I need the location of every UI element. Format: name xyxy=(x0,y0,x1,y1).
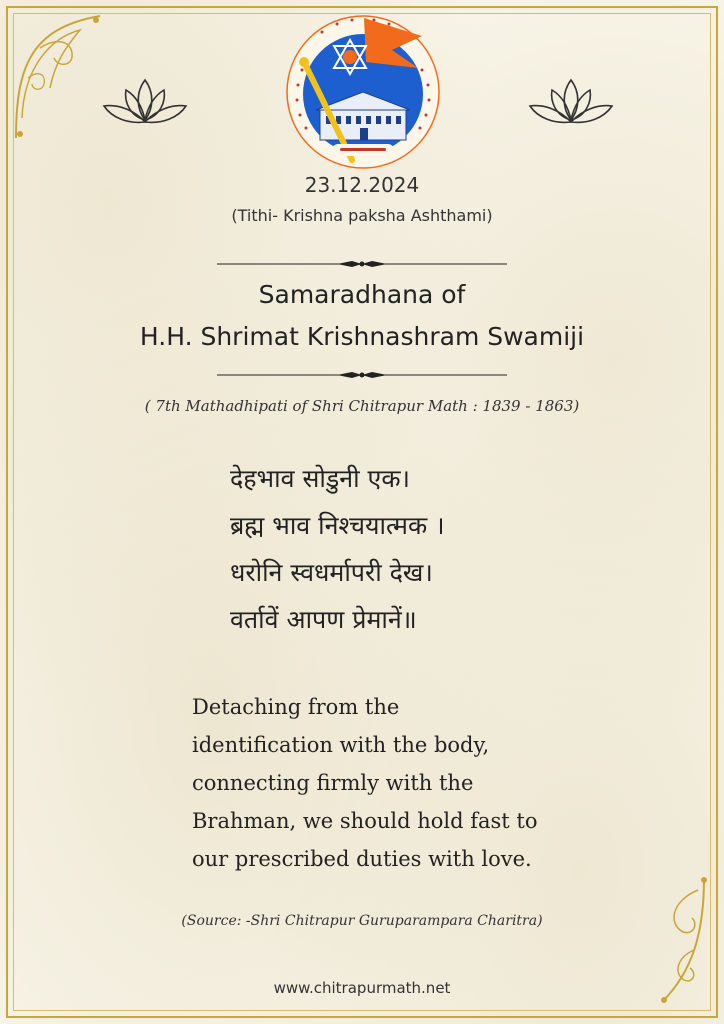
verse-line: ब्रह्म भाव निश्चयात्मक । xyxy=(230,511,445,540)
divider-ornament xyxy=(217,258,507,270)
verse-block xyxy=(230,455,445,643)
title-line-1: Samaradhana of xyxy=(258,280,466,309)
translation-line: Brahman, we should hold fast to xyxy=(192,809,538,833)
translation-line: identification with the body, xyxy=(192,733,490,757)
verse-line: देहभाव सोडुनी एक। xyxy=(230,464,410,493)
chitrapur-math-logo xyxy=(282,10,444,172)
title-line-2: H.H. Shrimat Krishnashram Swamiji xyxy=(139,322,585,351)
event-date: 23.12.2024 xyxy=(304,173,420,197)
verse-line: वर्तावें आपण प्रेमानें॥ xyxy=(230,605,417,634)
divider-ornament xyxy=(217,369,507,381)
translation-line: connecting firmly with the xyxy=(192,771,474,795)
lotus-icon xyxy=(526,76,616,128)
translation-line: Detaching from the xyxy=(192,695,400,719)
tithi-text: (Tithi- Krishna paksha Ashthami) xyxy=(231,206,493,225)
source-citation: (Source: -Shri Chitrapur Guruparampara Charitra) xyxy=(181,913,543,929)
verse-line: धरोनि स्वधर्मापरी देख। xyxy=(230,558,433,587)
lotus-icon xyxy=(100,76,190,128)
subtitle: ( 7th Mathadhipati of Shri Chitrapur Math : 1839 - 1863) xyxy=(144,397,580,415)
translation-block xyxy=(192,688,632,878)
translation-line: our prescribed duties with love. xyxy=(192,847,532,871)
website-link[interactable]: www.chitrapurmath.net xyxy=(273,979,451,997)
